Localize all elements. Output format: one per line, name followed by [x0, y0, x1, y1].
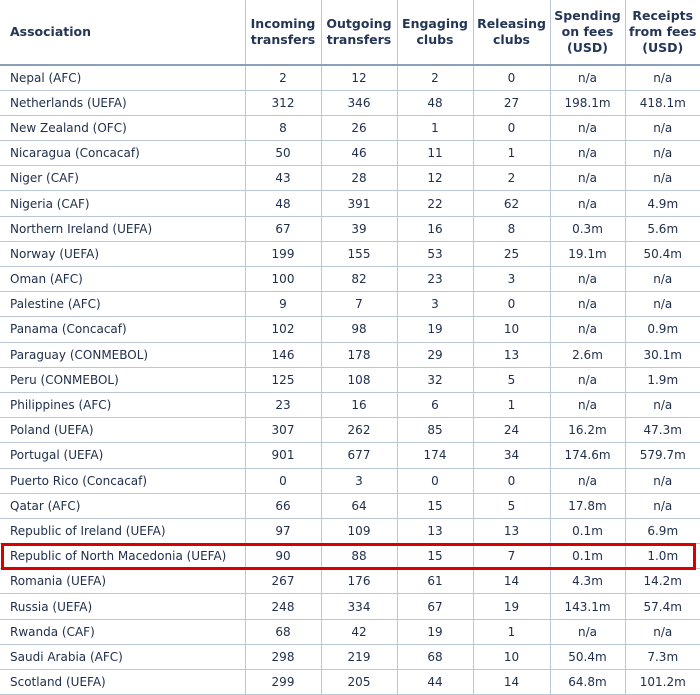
cell-releasing-clubs: 3 [473, 267, 550, 292]
cell-receipts-from-fees: 50.4m [625, 241, 700, 266]
cell-engaging-clubs: 6 [397, 392, 473, 417]
cell-association: Northern Ireland (UEFA) [0, 216, 245, 241]
table-row [0, 292, 700, 317]
cell-association: Puerto Rico (Concacaf) [0, 468, 245, 493]
cell-incoming-transfers: 199 [245, 241, 321, 266]
cell-releasing-clubs: 34 [473, 443, 550, 468]
cell-association: Paraguay (CONMEBOL) [0, 342, 245, 367]
cell-incoming-transfers: 9 [245, 292, 321, 317]
cell-outgoing-transfers: 334 [321, 594, 397, 619]
cell-incoming-transfers: 23 [245, 392, 321, 417]
cell-incoming-transfers: 8 [245, 115, 321, 140]
table-row [0, 141, 700, 166]
cell-receipts-from-fees: 1.0m [625, 544, 700, 569]
cell-engaging-clubs: 3 [397, 292, 473, 317]
cell-outgoing-transfers: 109 [321, 518, 397, 543]
cell-association: Panama (Concacaf) [0, 317, 245, 342]
cell-engaging-clubs: 48 [397, 90, 473, 115]
cell-incoming-transfers: 267 [245, 569, 321, 594]
cell-incoming-transfers: 48 [245, 191, 321, 216]
cell-spending-on-fees: 143.1m [550, 594, 625, 619]
cell-receipts-from-fees: n/a [625, 141, 700, 166]
cell-incoming-transfers: 67 [245, 216, 321, 241]
cell-releasing-clubs: 10 [473, 644, 550, 669]
cell-association: Russia (UEFA) [0, 594, 245, 619]
cell-receipts-from-fees: n/a [625, 292, 700, 317]
cell-incoming-transfers: 43 [245, 166, 321, 191]
cell-releasing-clubs: 1 [473, 619, 550, 644]
cell-spending-on-fees: n/a [550, 317, 625, 342]
cell-engaging-clubs: 44 [397, 670, 473, 695]
column-header-spending-on-fees: Spending on fees (USD) [550, 0, 625, 65]
cell-outgoing-transfers: 88 [321, 544, 397, 569]
cell-spending-on-fees: n/a [550, 141, 625, 166]
cell-receipts-from-fees: 57.4m [625, 594, 700, 619]
table-row [0, 166, 700, 191]
cell-engaging-clubs: 22 [397, 191, 473, 216]
cell-outgoing-transfers: 39 [321, 216, 397, 241]
cell-association: Peru (CONMEBOL) [0, 367, 245, 392]
table-row [0, 594, 700, 619]
cell-spending-on-fees: 64.8m [550, 670, 625, 695]
cell-engaging-clubs: 174 [397, 443, 473, 468]
table-row [0, 644, 700, 669]
cell-outgoing-transfers: 7 [321, 292, 397, 317]
cell-association: Republic of North Macedonia (UEFA) [0, 544, 245, 569]
cell-incoming-transfers: 2 [245, 65, 321, 90]
cell-spending-on-fees: 19.1m [550, 241, 625, 266]
cell-engaging-clubs: 61 [397, 569, 473, 594]
cell-incoming-transfers: 50 [245, 141, 321, 166]
cell-releasing-clubs: 5 [473, 493, 550, 518]
cell-outgoing-transfers: 205 [321, 670, 397, 695]
cell-association: Oman (AFC) [0, 267, 245, 292]
cell-outgoing-transfers: 16 [321, 392, 397, 417]
cell-releasing-clubs: 0 [473, 292, 550, 317]
cell-spending-on-fees: n/a [550, 166, 625, 191]
cell-spending-on-fees: 4.3m [550, 569, 625, 594]
cell-outgoing-transfers: 46 [321, 141, 397, 166]
cell-engaging-clubs: 23 [397, 267, 473, 292]
cell-association: Nicaragua (Concacaf) [0, 141, 245, 166]
table-body [0, 65, 700, 695]
column-header-receipts-from-fees: Receipts from fees (USD) [625, 0, 700, 65]
cell-association: Scotland (UEFA) [0, 670, 245, 695]
cell-engaging-clubs: 13 [397, 518, 473, 543]
cell-releasing-clubs: 25 [473, 241, 550, 266]
cell-spending-on-fees: 16.2m [550, 418, 625, 443]
table-row [0, 518, 700, 543]
cell-incoming-transfers: 100 [245, 267, 321, 292]
table-row [0, 443, 700, 468]
cell-spending-on-fees: n/a [550, 367, 625, 392]
cell-releasing-clubs: 0 [473, 65, 550, 90]
cell-engaging-clubs: 11 [397, 141, 473, 166]
cell-spending-on-fees: 2.6m [550, 342, 625, 367]
cell-receipts-from-fees: 418.1m [625, 90, 700, 115]
table-row [0, 468, 700, 493]
cell-receipts-from-fees: n/a [625, 493, 700, 518]
cell-releasing-clubs: 7 [473, 544, 550, 569]
table-row [0, 493, 700, 518]
cell-outgoing-transfers: 262 [321, 418, 397, 443]
cell-engaging-clubs: 68 [397, 644, 473, 669]
cell-releasing-clubs: 2 [473, 166, 550, 191]
cell-engaging-clubs: 2 [397, 65, 473, 90]
table-row-highlighted [0, 544, 700, 569]
table-row [0, 418, 700, 443]
cell-releasing-clubs: 14 [473, 670, 550, 695]
table-row [0, 670, 700, 695]
cell-spending-on-fees: n/a [550, 292, 625, 317]
table-row [0, 65, 700, 90]
cell-incoming-transfers: 312 [245, 90, 321, 115]
cell-outgoing-transfers: 64 [321, 493, 397, 518]
table-row [0, 317, 700, 342]
cell-association: Nepal (AFC) [0, 65, 245, 90]
cell-spending-on-fees: 0.1m [550, 518, 625, 543]
column-header-incoming-transfers: Incoming transfers [245, 0, 321, 65]
cell-spending-on-fees: n/a [550, 392, 625, 417]
cell-receipts-from-fees: 4.9m [625, 191, 700, 216]
table-row [0, 619, 700, 644]
cell-association: Romania (UEFA) [0, 569, 245, 594]
cell-outgoing-transfers: 42 [321, 619, 397, 644]
cell-outgoing-transfers: 98 [321, 317, 397, 342]
cell-spending-on-fees: 50.4m [550, 644, 625, 669]
cell-association: Philippines (AFC) [0, 392, 245, 417]
cell-receipts-from-fees: 0.9m [625, 317, 700, 342]
cell-releasing-clubs: 10 [473, 317, 550, 342]
cell-outgoing-transfers: 391 [321, 191, 397, 216]
cell-receipts-from-fees: n/a [625, 65, 700, 90]
cell-releasing-clubs: 27 [473, 90, 550, 115]
cell-releasing-clubs: 0 [473, 468, 550, 493]
cell-engaging-clubs: 67 [397, 594, 473, 619]
cell-spending-on-fees: n/a [550, 65, 625, 90]
cell-association: Poland (UEFA) [0, 418, 245, 443]
cell-releasing-clubs: 62 [473, 191, 550, 216]
cell-releasing-clubs: 1 [473, 392, 550, 417]
cell-outgoing-transfers: 26 [321, 115, 397, 140]
cell-engaging-clubs: 53 [397, 241, 473, 266]
table-row [0, 267, 700, 292]
cell-engaging-clubs: 0 [397, 468, 473, 493]
column-header-engaging-clubs: Engaging clubs [397, 0, 473, 65]
cell-spending-on-fees: 0.1m [550, 544, 625, 569]
cell-outgoing-transfers: 28 [321, 166, 397, 191]
cell-receipts-from-fees: 30.1m [625, 342, 700, 367]
cell-engaging-clubs: 12 [397, 166, 473, 191]
cell-engaging-clubs: 1 [397, 115, 473, 140]
cell-receipts-from-fees: n/a [625, 115, 700, 140]
cell-receipts-from-fees: 47.3m [625, 418, 700, 443]
cell-incoming-transfers: 66 [245, 493, 321, 518]
cell-engaging-clubs: 15 [397, 544, 473, 569]
cell-outgoing-transfers: 178 [321, 342, 397, 367]
cell-association: New Zealand (OFC) [0, 115, 245, 140]
cell-outgoing-transfers: 677 [321, 443, 397, 468]
cell-receipts-from-fees: 7.3m [625, 644, 700, 669]
cell-engaging-clubs: 15 [397, 493, 473, 518]
cell-releasing-clubs: 1 [473, 141, 550, 166]
cell-receipts-from-fees: 101.2m [625, 670, 700, 695]
table-header-row [0, 0, 700, 65]
cell-incoming-transfers: 901 [245, 443, 321, 468]
cell-spending-on-fees: n/a [550, 619, 625, 644]
cell-association: Niger (CAF) [0, 166, 245, 191]
cell-association: Netherlands (UEFA) [0, 90, 245, 115]
table-row [0, 115, 700, 140]
cell-receipts-from-fees: 579.7m [625, 443, 700, 468]
table-row [0, 241, 700, 266]
cell-spending-on-fees: 174.6m [550, 443, 625, 468]
table-row [0, 90, 700, 115]
cell-association: Palestine (AFC) [0, 292, 245, 317]
cell-releasing-clubs: 5 [473, 367, 550, 392]
cell-incoming-transfers: 102 [245, 317, 321, 342]
cell-releasing-clubs: 8 [473, 216, 550, 241]
cell-receipts-from-fees: 5.6m [625, 216, 700, 241]
cell-incoming-transfers: 248 [245, 594, 321, 619]
cell-outgoing-transfers: 3 [321, 468, 397, 493]
cell-engaging-clubs: 85 [397, 418, 473, 443]
cell-spending-on-fees: n/a [550, 191, 625, 216]
cell-releasing-clubs: 0 [473, 115, 550, 140]
cell-incoming-transfers: 298 [245, 644, 321, 669]
cell-incoming-transfers: 97 [245, 518, 321, 543]
cell-outgoing-transfers: 82 [321, 267, 397, 292]
cell-receipts-from-fees: n/a [625, 619, 700, 644]
cell-spending-on-fees: n/a [550, 267, 625, 292]
cell-association: Saudi Arabia (AFC) [0, 644, 245, 669]
table-row [0, 342, 700, 367]
cell-engaging-clubs: 16 [397, 216, 473, 241]
cell-spending-on-fees: 198.1m [550, 90, 625, 115]
cell-association: Rwanda (CAF) [0, 619, 245, 644]
cell-engaging-clubs: 32 [397, 367, 473, 392]
cell-receipts-from-fees: n/a [625, 468, 700, 493]
cell-releasing-clubs: 19 [473, 594, 550, 619]
cell-association: Portugal (UEFA) [0, 443, 245, 468]
cell-spending-on-fees: 0.3m [550, 216, 625, 241]
cell-outgoing-transfers: 155 [321, 241, 397, 266]
cell-association: Qatar (AFC) [0, 493, 245, 518]
cell-releasing-clubs: 13 [473, 518, 550, 543]
column-header-releasing-clubs: Releasing clubs [473, 0, 550, 65]
cell-engaging-clubs: 29 [397, 342, 473, 367]
cell-spending-on-fees: 17.8m [550, 493, 625, 518]
cell-receipts-from-fees: 14.2m [625, 569, 700, 594]
table-row [0, 216, 700, 241]
table-row [0, 367, 700, 392]
cell-releasing-clubs: 14 [473, 569, 550, 594]
cell-receipts-from-fees: n/a [625, 392, 700, 417]
cell-outgoing-transfers: 346 [321, 90, 397, 115]
cell-outgoing-transfers: 108 [321, 367, 397, 392]
column-header-association: Association [0, 0, 245, 65]
column-header-outgoing-transfers: Outgoing transfers [321, 0, 397, 65]
cell-incoming-transfers: 299 [245, 670, 321, 695]
cell-spending-on-fees: n/a [550, 115, 625, 140]
table-row [0, 569, 700, 594]
cell-incoming-transfers: 0 [245, 468, 321, 493]
cell-receipts-from-fees: n/a [625, 166, 700, 191]
table-row [0, 392, 700, 417]
cell-spending-on-fees: n/a [550, 468, 625, 493]
cell-incoming-transfers: 90 [245, 544, 321, 569]
cell-association: Republic of Ireland (UEFA) [0, 518, 245, 543]
cell-receipts-from-fees: n/a [625, 267, 700, 292]
table-row [0, 191, 700, 216]
cell-outgoing-transfers: 176 [321, 569, 397, 594]
cell-incoming-transfers: 307 [245, 418, 321, 443]
cell-incoming-transfers: 146 [245, 342, 321, 367]
cell-receipts-from-fees: 1.9m [625, 367, 700, 392]
cell-association: Norway (UEFA) [0, 241, 245, 266]
cell-releasing-clubs: 24 [473, 418, 550, 443]
cell-outgoing-transfers: 219 [321, 644, 397, 669]
cell-receipts-from-fees: 6.9m [625, 518, 700, 543]
cell-incoming-transfers: 68 [245, 619, 321, 644]
cell-association: Nigeria (CAF) [0, 191, 245, 216]
cell-engaging-clubs: 19 [397, 317, 473, 342]
cell-releasing-clubs: 13 [473, 342, 550, 367]
cell-incoming-transfers: 125 [245, 367, 321, 392]
cell-engaging-clubs: 19 [397, 619, 473, 644]
cell-outgoing-transfers: 12 [321, 65, 397, 90]
